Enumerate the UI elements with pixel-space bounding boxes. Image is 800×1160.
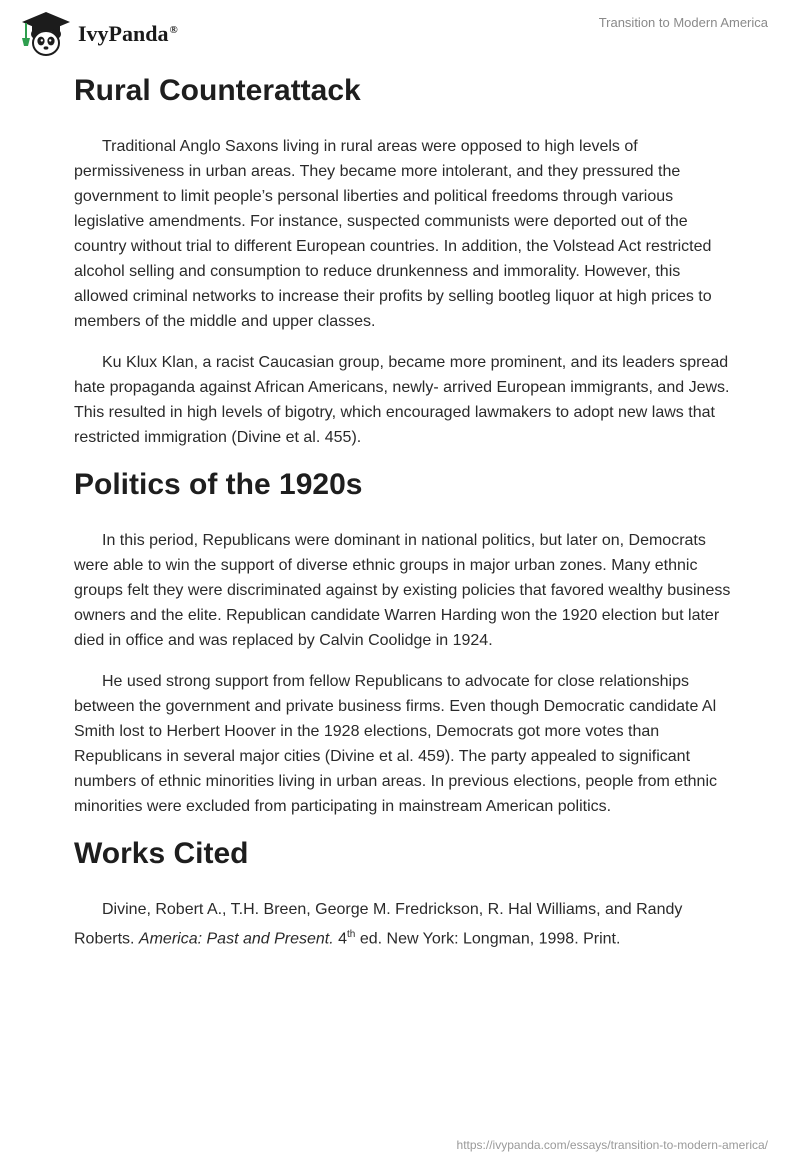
citation-authors: Divine, Robert A., T.H. Breen, George M. Fredrickson, R. Hal Williams, and Randy Roberts.: [74, 901, 683, 948]
section-works-cited: [74, 833, 734, 951]
panda-graduation-cap-logo-icon: [14, 8, 72, 58]
citation-publication: ed. New York: Longman, 1998. Print.: [355, 930, 621, 948]
section-politics-1920s: [74, 464, 734, 819]
citation-book-title: America: Past and Present.: [138, 930, 334, 948]
paragraph: Traditional Anglo Saxons living in rural areas were opposed to high levels of permissiveness in urban areas. They became more intolerant, and they pressured the government to limit people’s personal liberties and political freedoms through various legislative amendments. For instance, suspected communists were deported out of the country without trial to different European countries. In addition, the Volstead Act restricted alcohol selling and consumption to reduce drunkenness and immorality. However, this allowed criminal networks to increase their profits by selling bootleg liquor at high prices to members of the middle and upper classes.: [74, 138, 712, 330]
section-heading: Works Cited: [74, 837, 249, 870]
citation-edition: 4: [333, 930, 348, 948]
brand-logo[interactable]: [14, 8, 178, 58]
document-title: Transition to Modern America: [598, 15, 768, 30]
paragraph: Ku Klux Klan, a racist Caucasian group, became more prominent, and its leaders spread hate propaganda against African Americans, newly- arrived European immigrants, and Jews. This resulted in high levels of bigotry, which encouraged lawmakers to adopt new laws that restricted immigration (Divine et al. 455).: [74, 354, 730, 446]
section-heading: Rural Counterattack: [74, 74, 361, 107]
citation-entry: [74, 897, 734, 951]
paragraph: He used strong support from fellow Republicans to advocate for close relationships between the government and private business firms. Even though Democratic candidate Al Smith lost to Herbert Hoover in the 1928 elections, Democrats got more votes than Republicans in several major cities (Divine et al. 459). The party appealed to significant numbers of ethnic minorities living in urban areas. In previous elections, people from ethnic minorities were excluded from participating in mainstream American politics.: [74, 673, 717, 815]
citation-edition-suffix: th: [347, 929, 356, 940]
brand-name: IvyPanda®: [78, 21, 178, 46]
registered-mark: ®: [169, 23, 178, 36]
section-rural-counterattack: [74, 70, 734, 450]
section-heading: Politics of the 1920s: [74, 468, 363, 501]
source-url-link[interactable]: https://ivypanda.com/essays/transition-to-modern-america/: [456, 1138, 768, 1152]
essay-body: [74, 70, 734, 951]
paragraph: In this period, Republicans were dominant in national politics, but later on, Democrats were able to win the support of diverse ethnic groups in major urban zones. Many ethnic groups felt they were discriminated against by existing policies that favored wealthy business owners and the elite. Republican candidate Warren Harding won the 1920 election but later died in office and was replaced by Calvin Coolidge in 1924.: [74, 532, 731, 649]
